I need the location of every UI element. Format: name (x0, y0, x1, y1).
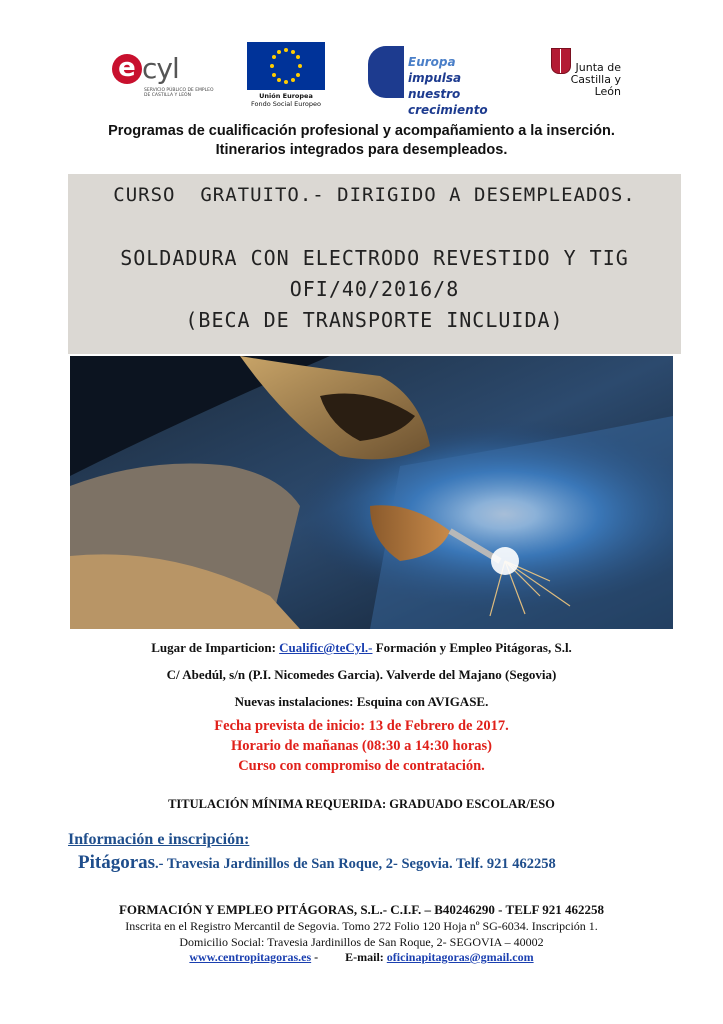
crecimiento-line: nuestro crecimiento (408, 87, 488, 117)
junta-line2: Castilla y León (570, 73, 621, 98)
fecha-inicio: Fecha prevista de inicio: 13 de Febrero de 2017. (214, 718, 509, 734)
ecyl-word: cyl (142, 52, 179, 85)
junta-line1: Junta de (575, 61, 621, 74)
footer-domicilio: Domicilio Social: Travesia Jardinillos de San Roque, 2- SEGOVIA – 40002 (179, 935, 544, 949)
email-link[interactable]: oficinapitagoras@gmail.com (386, 950, 534, 964)
contact-name: Pitágoras (78, 852, 156, 873)
instalaciones-line: Nuevas instalaciones: Esquina con AVIGASE. (234, 694, 489, 709)
europa-impulsa-logo (368, 46, 493, 117)
ecyl-logo (112, 54, 227, 106)
horario: Horario de mañanas (08:30 a 14:30 horas) (231, 738, 492, 754)
banner-transport: (BECA DE TRANSPORTE INCLUIDA) (185, 308, 564, 332)
lugar-label: Lugar de Imparticion: (151, 640, 276, 655)
headline-line1: Programas de cualificación profesional y acompañamiento a la inserción. (108, 123, 615, 139)
europa-caption (408, 54, 493, 118)
eu-subtitle: Fondo Social Europeo (251, 100, 321, 108)
compromiso: Curso con compromiso de contratación. (238, 758, 485, 774)
footer-links (0, 950, 723, 965)
banner-free-course: CURSO GRATUITO.- DIRIGIDO A DESEMPLEADOS. (113, 184, 636, 206)
footer-registro: Inscrita en el Registro Mercantil de Segovia. Tomo 272 Folio 120 Hoja nº SG-6034. Inscripción 1. (125, 919, 598, 933)
shield-icon (551, 48, 571, 74)
lugar-company: Formación y Empleo Pitágoras, S.l. (375, 640, 572, 655)
contact-line (78, 852, 556, 874)
lugar-line (0, 640, 723, 656)
banner-course-code: OFI/40/2016/8 (289, 277, 460, 301)
eu-title: Unión Europea (259, 92, 313, 100)
contact-details: .- Travesia Jardinillos de San Roque, 2- Segovia. Telf. 921 462258 (155, 856, 556, 872)
banner-course-title: SOLDADURA CON ELECTRODO REVESTIDO Y TIG (120, 246, 629, 270)
headline-line2: Itinerarios integrados para desempleados. (215, 142, 508, 158)
course-banner (68, 174, 681, 354)
eu-logo (245, 42, 327, 108)
titulacion-requerida: TITULACIÓN MÍNIMA REQUERIDA: GRADUADO ESCOLAR/ESO (168, 797, 555, 811)
welder-photo (70, 356, 673, 629)
globe-icon (368, 46, 404, 98)
program-headline (0, 122, 723, 160)
eu-flag-icon (247, 42, 325, 90)
eu-caption (245, 92, 327, 108)
website-link[interactable]: www.centropitagoras.es (189, 950, 312, 964)
ecyl-mark: e (112, 54, 142, 84)
impulsa-word: impulsa (408, 71, 462, 85)
cualificate-link[interactable]: Cualific@teCyl.- (279, 640, 373, 655)
ecyl-subtitle: SERVICIO PÚBLICO DE EMPLEO DE CASTILLA Y LEÓN (144, 88, 214, 98)
logo-strip (0, 40, 723, 117)
europa-word: Europa (408, 55, 456, 69)
address-line: C/ Abedúl, s/n (P.I. Nicomedes Garcia). Valverde del Majano (Segovia) (166, 667, 557, 682)
junta-logo (541, 48, 621, 98)
inscripcion-title: Información e inscripción: (68, 831, 250, 848)
footer-company: FORMACIÓN Y EMPLEO PITÁGORAS, S.L.- C.I.F. – B40246290 - TELF 921 462258 (118, 902, 604, 917)
email-label: - E-mail: (311, 950, 387, 964)
